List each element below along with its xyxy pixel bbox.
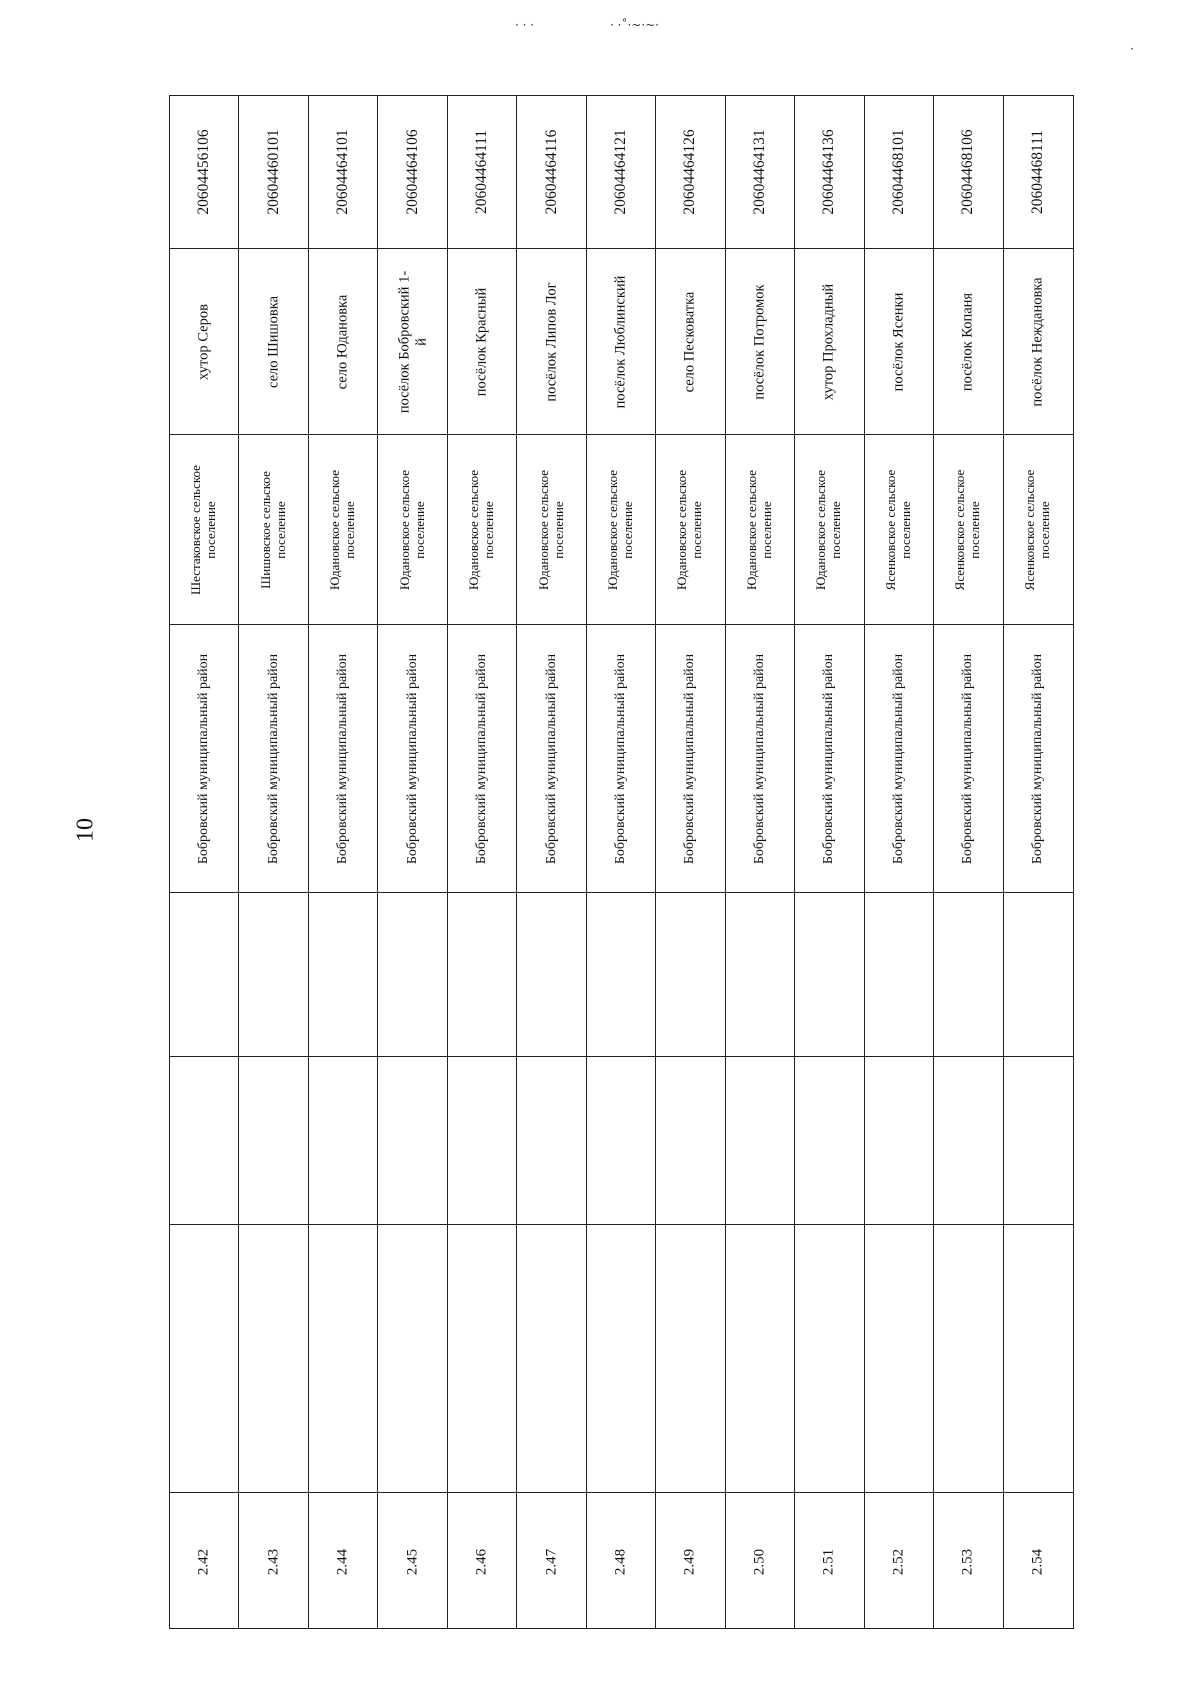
cell-district bbox=[517, 625, 585, 893]
place-text: хутор Серов bbox=[195, 303, 212, 380]
cell-empty bbox=[934, 1225, 1002, 1493]
cell-empty bbox=[309, 1225, 377, 1493]
scan-noise: · ·˚·~·~· bbox=[610, 18, 659, 32]
settlement-text: Юдановское сельское поселение bbox=[813, 469, 844, 590]
cell-district bbox=[656, 625, 724, 893]
cell-num bbox=[934, 1493, 1002, 1630]
table-row bbox=[448, 96, 517, 1628]
cell-code bbox=[239, 96, 307, 249]
cell-district bbox=[309, 625, 377, 893]
cell-code bbox=[726, 96, 794, 249]
cell-empty bbox=[517, 893, 585, 1057]
cell-empty bbox=[865, 893, 933, 1057]
cell-empty bbox=[865, 1225, 933, 1493]
place-text: село Песковатка bbox=[682, 291, 699, 392]
cell-empty bbox=[934, 1057, 1002, 1225]
table-row bbox=[1004, 96, 1073, 1628]
table-row bbox=[239, 96, 308, 1628]
cell-place bbox=[1004, 249, 1073, 435]
num-text: 2.47 bbox=[542, 1548, 559, 1575]
cell-empty bbox=[656, 1225, 724, 1493]
place-text: посёлок Красный bbox=[473, 287, 490, 396]
cell-empty bbox=[587, 1225, 655, 1493]
place-text: посёлок Нежданoвка bbox=[1029, 276, 1046, 407]
cell-place bbox=[239, 249, 307, 435]
table-row bbox=[378, 96, 447, 1628]
settlement-text: Юдановское сельское поселение bbox=[674, 469, 705, 590]
cell-empty bbox=[170, 893, 238, 1057]
cell-empty bbox=[726, 1225, 794, 1493]
code-text: 20604464106 bbox=[403, 129, 421, 215]
cell-place bbox=[726, 249, 794, 435]
cell-empty bbox=[795, 1225, 863, 1493]
cell-district bbox=[448, 625, 516, 893]
cell-num bbox=[170, 1493, 238, 1630]
num-text: 2.50 bbox=[751, 1548, 768, 1575]
num-text: 2.53 bbox=[959, 1548, 976, 1575]
cell-place bbox=[517, 249, 585, 435]
cell-num bbox=[656, 1493, 724, 1630]
district-text: Бобровский муниципальный район bbox=[612, 653, 628, 864]
cell-empty bbox=[587, 893, 655, 1057]
cell-district bbox=[726, 625, 794, 893]
place-text: село Юдановка bbox=[334, 294, 351, 389]
district-text: Бобровский муниципальный район bbox=[404, 653, 420, 864]
scan-noise: · · · bbox=[515, 18, 535, 32]
cell-settlement bbox=[865, 435, 933, 625]
cell-district bbox=[795, 625, 863, 893]
cell-empty bbox=[309, 893, 377, 1057]
cell-code bbox=[587, 96, 655, 249]
code-text: 20604464131 bbox=[751, 129, 768, 215]
cell-code bbox=[309, 96, 377, 249]
settlement-text: Ясенковское сельское поселение bbox=[952, 469, 983, 590]
code-text: 20604456106 bbox=[195, 129, 213, 215]
code-text: 20604464116 bbox=[542, 129, 560, 215]
code-text: 20604468101 bbox=[889, 129, 907, 215]
code-text: 20604468106 bbox=[959, 129, 977, 215]
settlement-text: Юдановское сельское поселение bbox=[327, 469, 358, 590]
cell-code bbox=[170, 96, 238, 249]
table-row bbox=[656, 96, 725, 1628]
cell-code bbox=[795, 96, 863, 249]
district-text: Бобровский муниципальный район bbox=[196, 653, 212, 864]
district-text: Бобровский муниципальный район bbox=[1030, 653, 1046, 864]
cell-place bbox=[170, 249, 238, 435]
cell-empty bbox=[656, 893, 724, 1057]
district-text: Бобровский муниципальный район bbox=[335, 653, 351, 864]
cell-settlement bbox=[587, 435, 655, 625]
settlement-text: Ясенковское сельское поселение bbox=[1022, 469, 1053, 590]
cell-district bbox=[934, 625, 1002, 893]
scan-noise: · bbox=[1130, 42, 1134, 56]
cell-num bbox=[239, 1493, 307, 1630]
cell-settlement bbox=[1004, 435, 1073, 625]
num-text: 2.52 bbox=[890, 1548, 907, 1575]
place-text: село Шишовка bbox=[265, 295, 282, 388]
cell-empty bbox=[517, 1225, 585, 1493]
place-text: посёлок Потромок bbox=[751, 283, 768, 400]
cell-empty bbox=[448, 1225, 516, 1493]
num-text: 2.48 bbox=[612, 1548, 629, 1575]
cell-code bbox=[934, 96, 1002, 249]
code-text: 20604464136 bbox=[820, 129, 838, 215]
table-row bbox=[795, 96, 864, 1628]
settlements-table bbox=[169, 95, 1074, 1629]
cell-place bbox=[656, 249, 724, 435]
cell-num bbox=[865, 1493, 933, 1630]
settlement-text: Юдановское сельское поселение bbox=[535, 469, 566, 590]
cell-empty bbox=[378, 1057, 446, 1225]
cell-empty bbox=[448, 1057, 516, 1225]
settlement-text: Юдановское сельское поселение bbox=[743, 469, 774, 590]
district-text: Бобровский муниципальный район bbox=[751, 653, 767, 864]
place-text: посёлок Липов Лог bbox=[543, 281, 560, 402]
table-row bbox=[934, 96, 1003, 1628]
cell-settlement bbox=[934, 435, 1002, 625]
cell-empty bbox=[934, 893, 1002, 1057]
district-text: Бобровский муниципальный район bbox=[890, 653, 906, 864]
num-text: 2.43 bbox=[265, 1548, 282, 1575]
district-text: Бобровский муниципальный район bbox=[474, 653, 490, 864]
cell-empty bbox=[239, 1057, 307, 1225]
place-text: хутор Прохладный bbox=[821, 283, 838, 400]
cell-district bbox=[1004, 625, 1073, 893]
settlement-text: Юдановское сельское поселение bbox=[396, 469, 427, 590]
code-text: 20604464121 bbox=[612, 129, 630, 215]
table-row bbox=[865, 96, 934, 1628]
cell-empty bbox=[1004, 1225, 1073, 1493]
cell-empty bbox=[587, 1057, 655, 1225]
cell-num bbox=[448, 1493, 516, 1630]
page-number-text: 10 bbox=[72, 818, 99, 842]
cell-code bbox=[656, 96, 724, 249]
cell-place bbox=[587, 249, 655, 435]
cell-settlement bbox=[378, 435, 446, 625]
district-text: Бобровский муниципальный район bbox=[821, 653, 837, 864]
cell-num bbox=[795, 1493, 863, 1630]
cell-empty bbox=[865, 1057, 933, 1225]
settlement-text: Шишовское сельское поселение bbox=[257, 470, 288, 589]
cell-empty bbox=[656, 1057, 724, 1225]
cell-code bbox=[378, 96, 446, 249]
cell-place bbox=[865, 249, 933, 435]
place-text: посёлок Бобровский 1-й bbox=[395, 270, 429, 413]
num-text: 2.46 bbox=[473, 1548, 490, 1575]
cell-district bbox=[865, 625, 933, 893]
cell-empty bbox=[517, 1057, 585, 1225]
district-text: Бобровский муниципальный район bbox=[960, 653, 976, 864]
table-row bbox=[587, 96, 656, 1628]
cell-empty bbox=[378, 893, 446, 1057]
cell-empty bbox=[309, 1057, 377, 1225]
cell-empty bbox=[170, 1225, 238, 1493]
cell-num bbox=[587, 1493, 655, 1630]
table-row bbox=[517, 96, 586, 1628]
cell-settlement bbox=[517, 435, 585, 625]
table-row bbox=[170, 96, 239, 1628]
cell-place bbox=[309, 249, 377, 435]
cell-empty bbox=[1004, 1057, 1073, 1225]
cell-empty bbox=[239, 893, 307, 1057]
cell-settlement bbox=[309, 435, 377, 625]
district-text: Бобровский муниципальный район bbox=[682, 653, 698, 864]
place-text: посёлок Люблинский bbox=[612, 275, 629, 408]
place-text: посёлок Копаня bbox=[959, 292, 976, 391]
cell-empty bbox=[170, 1057, 238, 1225]
cell-code bbox=[1004, 96, 1073, 249]
cell-settlement bbox=[170, 435, 238, 625]
num-text: 2.54 bbox=[1029, 1548, 1046, 1575]
district-text: Бобровский муниципальный район bbox=[265, 653, 281, 864]
table-row bbox=[726, 96, 795, 1628]
settlement-text: Юдановское сельское поселение bbox=[466, 469, 497, 590]
num-text: 2.44 bbox=[334, 1548, 351, 1575]
cell-num bbox=[726, 1493, 794, 1630]
cell-empty bbox=[378, 1225, 446, 1493]
cell-place bbox=[378, 249, 446, 435]
num-text: 2.42 bbox=[195, 1548, 212, 1575]
cell-settlement bbox=[656, 435, 724, 625]
cell-num bbox=[517, 1493, 585, 1630]
cell-district bbox=[378, 625, 446, 893]
code-text: 20604464101 bbox=[334, 129, 352, 215]
num-text: 2.51 bbox=[820, 1548, 837, 1575]
num-text: 2.45 bbox=[403, 1548, 420, 1575]
cell-num bbox=[1004, 1493, 1073, 1630]
cell-district bbox=[170, 625, 238, 893]
cell-district bbox=[587, 625, 655, 893]
cell-district bbox=[239, 625, 307, 893]
num-text: 2.49 bbox=[681, 1548, 698, 1575]
cell-code bbox=[448, 96, 516, 249]
cell-num bbox=[309, 1493, 377, 1630]
code-text: 20604464111 bbox=[473, 129, 491, 215]
cell-settlement bbox=[239, 435, 307, 625]
cell-empty bbox=[1004, 893, 1073, 1057]
cell-place bbox=[448, 249, 516, 435]
cell-settlement bbox=[795, 435, 863, 625]
cell-empty bbox=[795, 1057, 863, 1225]
cell-empty bbox=[239, 1225, 307, 1493]
cell-empty bbox=[795, 893, 863, 1057]
code-text: 20604468111 bbox=[1029, 129, 1047, 215]
district-text: Бобровский муниципальный район bbox=[543, 653, 559, 864]
settlement-text: Шестаковское сельское поселение bbox=[188, 464, 219, 595]
code-text: 20604460101 bbox=[264, 129, 282, 215]
place-text: посёлок Ясенки bbox=[890, 292, 907, 391]
cell-code bbox=[517, 96, 585, 249]
settlement-text: Юдановское сельское поселение bbox=[605, 469, 635, 590]
cell-empty bbox=[726, 893, 794, 1057]
table-row bbox=[309, 96, 378, 1628]
code-text: 20604464126 bbox=[681, 129, 699, 215]
cell-code bbox=[865, 96, 933, 249]
cell-place bbox=[795, 249, 863, 435]
settlement-text: Ясенковское сельское поселение bbox=[882, 469, 913, 590]
cell-empty bbox=[726, 1057, 794, 1225]
cell-settlement bbox=[726, 435, 794, 625]
cell-empty bbox=[448, 893, 516, 1057]
cell-num bbox=[378, 1493, 446, 1630]
cell-place bbox=[934, 249, 1002, 435]
cell-settlement bbox=[448, 435, 516, 625]
